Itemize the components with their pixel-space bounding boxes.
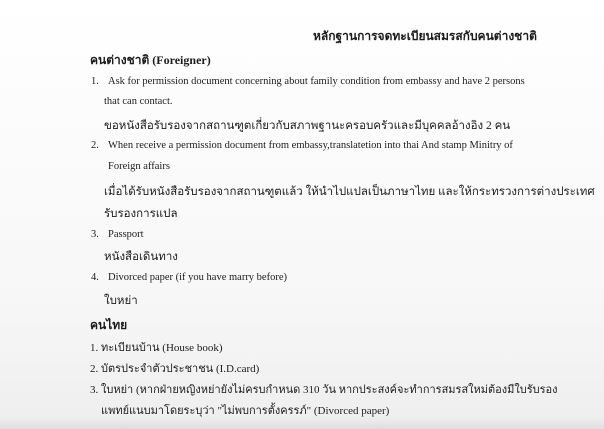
foreigner-item-1-english-text: Ask for permission document concerning about family condition from embassy and have 2 persons: [108, 76, 525, 87]
thai-item-1-text: ทะเบียนบ้าน (House book): [101, 342, 223, 354]
thai-item-2-text: บัตรประจำตัวประชาชน (I.D.card): [101, 363, 260, 375]
thai-item-2: [90, 359, 259, 377]
thai-item-1: [90, 338, 222, 356]
foreigner-item-1-number: 1.: [91, 76, 99, 87]
foreigner-item-1-thai: ขอหนังสือรับรองจากสถานฑูตเกี่ยวกับสภาพฐานะครอบครัวและมีบุคคลอ้างอิง 2 คน: [104, 120, 511, 132]
foreigner-item-2-thai-line2: รับรองการแปล: [104, 208, 178, 220]
page-bottom-shadow: [0, 417, 604, 429]
foreigner-item-1-english-line2: that can contact.: [104, 96, 173, 107]
foreigner-item-2-english-line2: Foreign affairs: [108, 161, 170, 172]
foreigner-item-4-english: [91, 272, 287, 283]
document-title: หลักฐานการจดทะเบียนสมรสกับคนต่างชาติ: [313, 29, 537, 43]
foreigner-item-3-english: [91, 229, 144, 240]
foreigner-item-4-thai: ใบหย่า: [104, 295, 138, 307]
foreigner-item-4-number: 4.: [91, 272, 99, 283]
foreigner-item-2-english-line1: [91, 140, 513, 151]
thai-item-1-number: 1.: [90, 342, 99, 354]
foreigner-item-3-thai: หนังสือเดินทาง: [104, 251, 178, 263]
thai-item-3-number: 3.: [90, 384, 99, 396]
foreigner-item-2-thai-line1: เมื่อได้รับหนังสือรับรองจากสถานฑูตแล้ว ให้นำไปแปลเป็นภาษาไทย และให้กระทรวงการต่างประเทศ: [104, 186, 595, 198]
foreigner-item-4-english-text: Divorced paper (if you have marry before): [108, 272, 287, 283]
foreigner-section-heading: คนต่างชาติ (Foreigner): [90, 53, 211, 67]
foreigner-item-2-english-text: When receive a permission document from embassy,translatetion into thai And stamp Minitry of: [108, 140, 513, 151]
foreigner-item-3-number: 3.: [91, 229, 99, 240]
thai-item-3-line2: แพทย์แนบมาโดยระบุว่า "ไม่พบการตั้งครรภ์" (Divorced paper): [101, 405, 390, 417]
thai-item-3-text-line1: ใบหย่า (หากฝ่ายหญิงหย่ายังไม่ครบกำหนด 310 วัน หากประสงค์จะทำการสมรสใหม่ต้องมีใบรับรอง: [101, 384, 558, 396]
foreigner-item-3-english-text: Passport: [108, 229, 144, 240]
thai-item-3-line1: [90, 380, 558, 398]
thai-item-2-number: 2.: [90, 363, 99, 375]
foreigner-item-1-english-line1: [91, 76, 525, 87]
thai-section-heading: คนไทย: [90, 318, 128, 332]
foreigner-item-2-number: 2.: [91, 140, 99, 151]
